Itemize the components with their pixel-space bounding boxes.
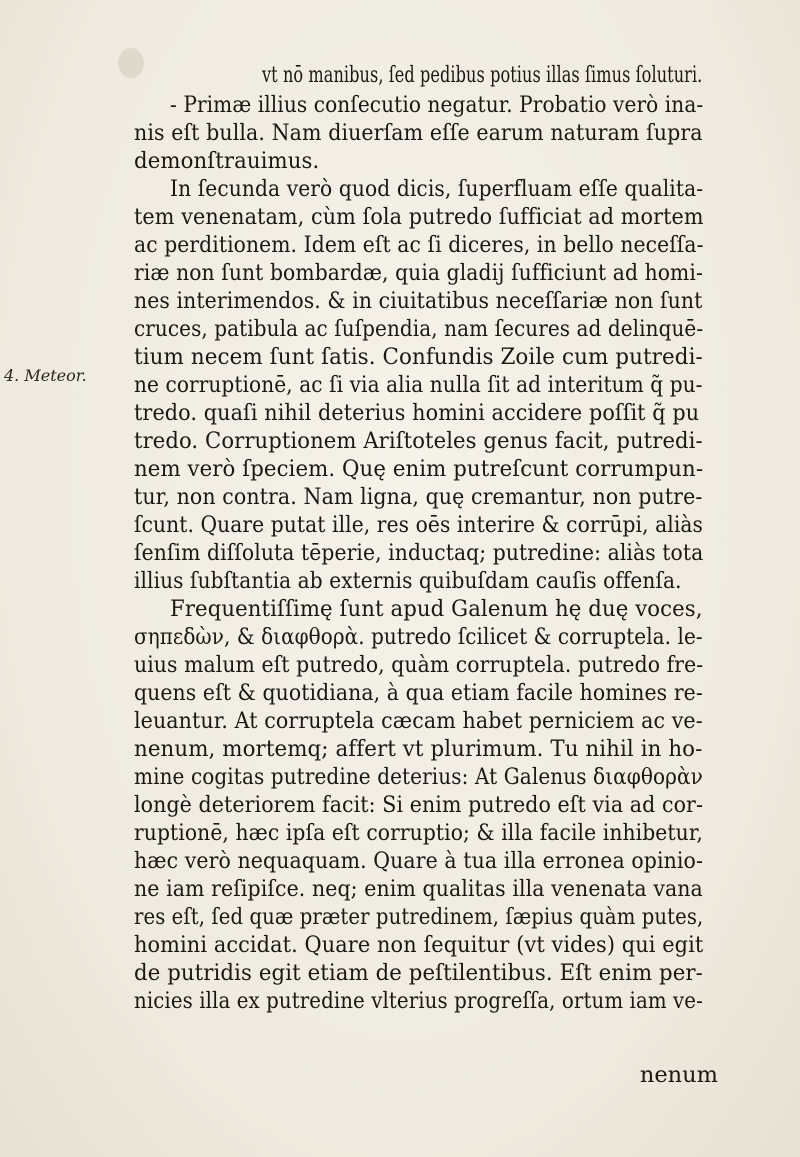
text-line: nes interimendos. & in ciuitatibus neceſſariæ non ſunt — [134, 288, 703, 314]
text-line: de putridis egit etiam de peſtilentibus. Eſt enim per- — [134, 960, 703, 986]
text-line: riæ non ſunt bombardæ, quia gladij ſufficiunt ad homi- — [134, 260, 703, 286]
ink-stain — [118, 48, 144, 78]
text-line: tium necem ſunt ſatis. Confundis Zoile cum putredi- — [134, 344, 703, 370]
text-line: tur, non contra. Nam ligna, quę cremantur, non putre- — [134, 484, 703, 510]
text-line: ne corruptionē, ac ſi via alia nulla ſit ad interitum q̃ pu- — [134, 372, 703, 398]
text-line: vt nō manibus, ſed pedibus potius illas ſimus ſoluturi. — [262, 62, 703, 88]
text-line: leuantur. At corruptela cæcam habet perniciem ac ve- — [134, 708, 703, 734]
text-line: In ſecunda verò quod dicis, ſuperfluam eſſe qualita- — [170, 176, 704, 202]
text-line: nis eſt bulla. Nam diuerſam eſſe earum naturam ſupra — [134, 120, 703, 146]
text-line: ruptionē, hæc ipſa eſt corruptio; & illa facile inhibetur, — [134, 820, 703, 846]
text-line: hæc verò nequaquam. Quare à tua illa erronea opinio- — [134, 848, 703, 874]
text-line: ac perditionem. Idem eſt ac ſi diceres, in bello neceſſa- — [134, 232, 704, 258]
text-line: mine cogitas putredine deterius: At Galenus διαφθορὰν — [134, 764, 703, 790]
text-line: σηπεδὼν, & διαφθορὰ. putredo ſcilicet & corruptela. le- — [134, 624, 703, 650]
text-line: illius ſubſtantia ab externis quibuſdam cauſis offenſa. — [134, 568, 682, 594]
text-line: tredo. Corruptionem Ariſtoteles genus facit, putredi- — [134, 428, 703, 454]
text-line: nicies illa ex putredine vlterius progreſſa, ortum iam ve- — [134, 988, 703, 1014]
text-line: cruces, patibula ac ſuſpendia, nam ſecures ad delinquē- — [134, 316, 704, 342]
text-line: Frequentiſſimę ſunt apud Galenum hę duę voces, — [170, 596, 703, 622]
text-line: nem verò ſpeciem. Quę enim putreſcunt corrumpun- — [134, 456, 704, 482]
catchword: nenum — [639, 1062, 718, 1088]
text-line: res eſt, ſed quæ præter putredinem, ſæpius quàm putes, — [134, 904, 704, 930]
text-line: longè deteriorem facit: Si enim putredo eſt via ad cor- — [134, 792, 703, 818]
margin-note: 4. Meteor. — [4, 366, 87, 385]
text-line: ſenſim diſſoluta tēperie, inductaq; putredine: aliàs tota — [134, 540, 704, 566]
text-line: ſcunt. Quare putat ille, res oēs interire & corrūpi, aliàs — [134, 512, 704, 538]
text-line: - Primæ illius conſecutio negatur. Probatio verò ina- — [170, 92, 704, 118]
text-line: tem venenatam, cùm ſola putredo ſufficiat ad mortem — [134, 204, 704, 230]
text-line: ne iam reſipiſce. neq; enim qualitas illa venenata vana — [134, 876, 703, 902]
text-line: uius malum eſt putredo, quàm corruptela. putredo fre- — [134, 652, 704, 678]
text-line: nenum, mortemq; affert vt plurimum. Tu nihil in ho- — [134, 736, 703, 762]
text-line: homini accidat. Quare non ſequitur (vt vides) qui egit — [134, 932, 704, 958]
text-line: tredo. quaſi nihil deterius homini accidere poſſit q̃ pu — [134, 400, 700, 426]
text-line: quens eſt & quotidiana, à qua etiam facile homines re- — [134, 680, 703, 706]
text-line: demonſtrauimus. — [134, 148, 320, 174]
